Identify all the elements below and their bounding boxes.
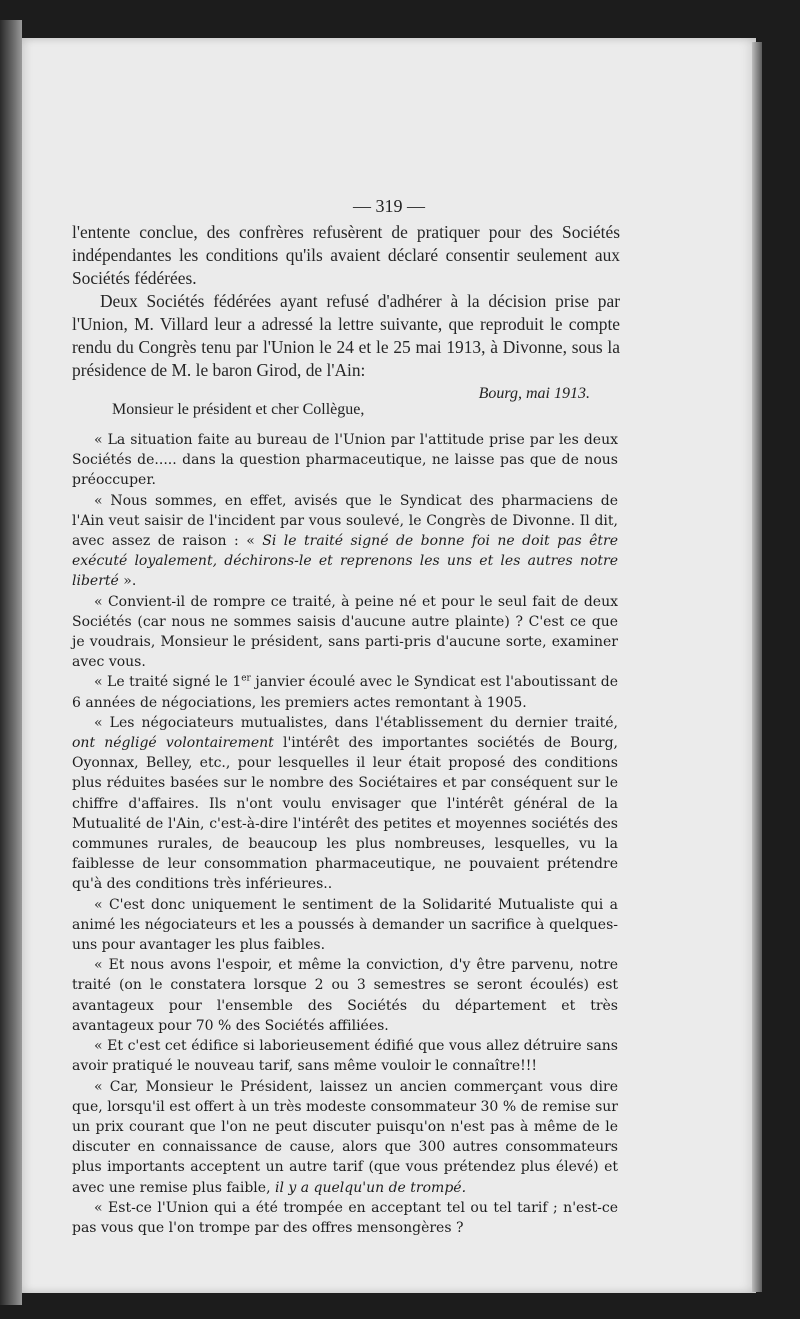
letter-paragraph: « Et nous avons l'espoir, et même la conviction, d'y être parvenu, notre traité (on le constatera lorsque 2 ou 3 semestres se seront écoulés) est avantageux pour l'ensemble des Sociétés du département et très avantageux pour 70 % des Sociétés affiliées. [72, 957, 618, 1034]
intro-paragraph: Deux Sociétés fédérées ayant refusé d'adhérer à la décision prise par l'Union, M. Villard leur a adressé la lettre suivante, que reproduit le compte rendu du Congrès tenu par l'Union le 24 et le 25 mai 1913, à Divonne, sous la présidence de M. le baron Girod, de l'Ain: [72, 291, 620, 380]
letter-text: janvier écoulé avec le Syndicat est l'aboutissant de 6 années de négociations, les premiers actes remontant à 1905. [72, 674, 618, 711]
page-number: — 319 — [353, 196, 425, 216]
intro-text [72, 221, 620, 382]
page-right-edge [752, 42, 762, 1292]
letter-text: « Nous sommes, en effet, avisés que le Syndicat des pharmaciens de l'Ain veut saisir de l'incident par vous soulevé, le Congrès de Divonne. Il dit, avec assez de raison : « [72, 492, 618, 550]
letter-text: « Car, Monsieur le Président, laissez un ancien commerçant vous dire que, lorsqu'il est offert à un très modeste consommateur 30 % de remise sur un prix courant que l'on ne peut discuter puisqu'on n'est pas à même de le discuter en connaissance de cause, alors que 300 autres consommateurs plus importants acceptent un autre tarif (que vous prétendez plus élevé) et avec une remise plus faible, [72, 1078, 618, 1196]
letter-dateline: Bourg, mai 1913. [478, 385, 590, 402]
letter-text: « Les négociateurs mutualistes, dans l'établissement du dernier traité, [94, 714, 618, 731]
letter-paragraph: « Et c'est cet édifice si laborieusement édifié que vous allez détruire sans avoir pratiqué le nouveau tarif, sans même vouloir le connaître!!! [72, 1038, 618, 1075]
letter-paragraph: « C'est donc uniquement le sentiment de la Solidarité Mutualiste qui a animé les négociateurs et les a poussés à demander un sacrifice à quelques-uns pour avantager les plus faibles. [72, 896, 618, 954]
letter-emphasis: il y a quelqu'un de trompé. [274, 1179, 467, 1196]
letter-body [72, 430, 618, 1238]
letter-paragraph: « Convient-il de rompre ce traité, à peine né et pour le seul fait de deux Sociétés (car nous ne sommes saisis d'aucune autre plainte) ? C'est ce que je voudrais, Monsieur le président, sans parti-pris d'aucune sorte, examiner avec vous. [72, 593, 618, 671]
letter-text: « Le traité signé le 1 [94, 674, 242, 691]
letter-text: ». [118, 573, 137, 590]
letter-paragraph [72, 713, 618, 895]
book-page [22, 38, 756, 1293]
intro-paragraph: l'entente conclue, des confrères refusèrent de pratiquer pour des Sociétés indépendantes les conditions qu'ils avaient déclaré consentir seulement aux Sociétés fédérées. [72, 222, 620, 288]
letter-emphasis: ont négligé volontairement [72, 735, 274, 752]
letter-paragraph [72, 672, 618, 712]
letter-quote: Si le traité signé de bonne foi ne doit pas être exécuté loyalement, déchirons-le et reprenons les uns et les autres notre liberté [72, 533, 618, 590]
letter-paragraph: « La situation faite au bureau de l'Union par l'attitude prise par les deux Sociétés de..... dans la question pharmaceutique, ne laisse pas que de nous préoccuper. [72, 432, 618, 489]
letter-paragraph [72, 491, 618, 592]
superscript: er [241, 673, 251, 684]
previous-page-edge [0, 20, 22, 1305]
letter-salutation: Monsieur le président et cher Collègue, [112, 401, 365, 418]
letter-paragraph [72, 1077, 618, 1198]
letter-text: l'intérêt des importantes sociétés de Bourg, Oyonnax, Belley, etc., pour lesquelles il leur était proposé des conditions plus réduites basées sur le nombre des Sociétaires et par conséquent sur le chiffre d'affaires. Ils n'ont voulu envisager que l'intérêt général de la Mutualité de l'Ain, c'est-à-dire l'intérêt des petites et moyennes sociétés des communes rurales, de beaucoup les plus nombreuses, lesquelles, vu la faiblesse de leur consommation pharmaceutique, ne pouvaient prétendre qu'à des conditions très inférieures.. [72, 735, 618, 893]
letter-paragraph: « Est-ce l'Union qui a été trompée en acceptant tel ou tel tarif ; n'est-ce pas vous que l'on trompe par des offres mensongères ? [72, 1199, 618, 1236]
